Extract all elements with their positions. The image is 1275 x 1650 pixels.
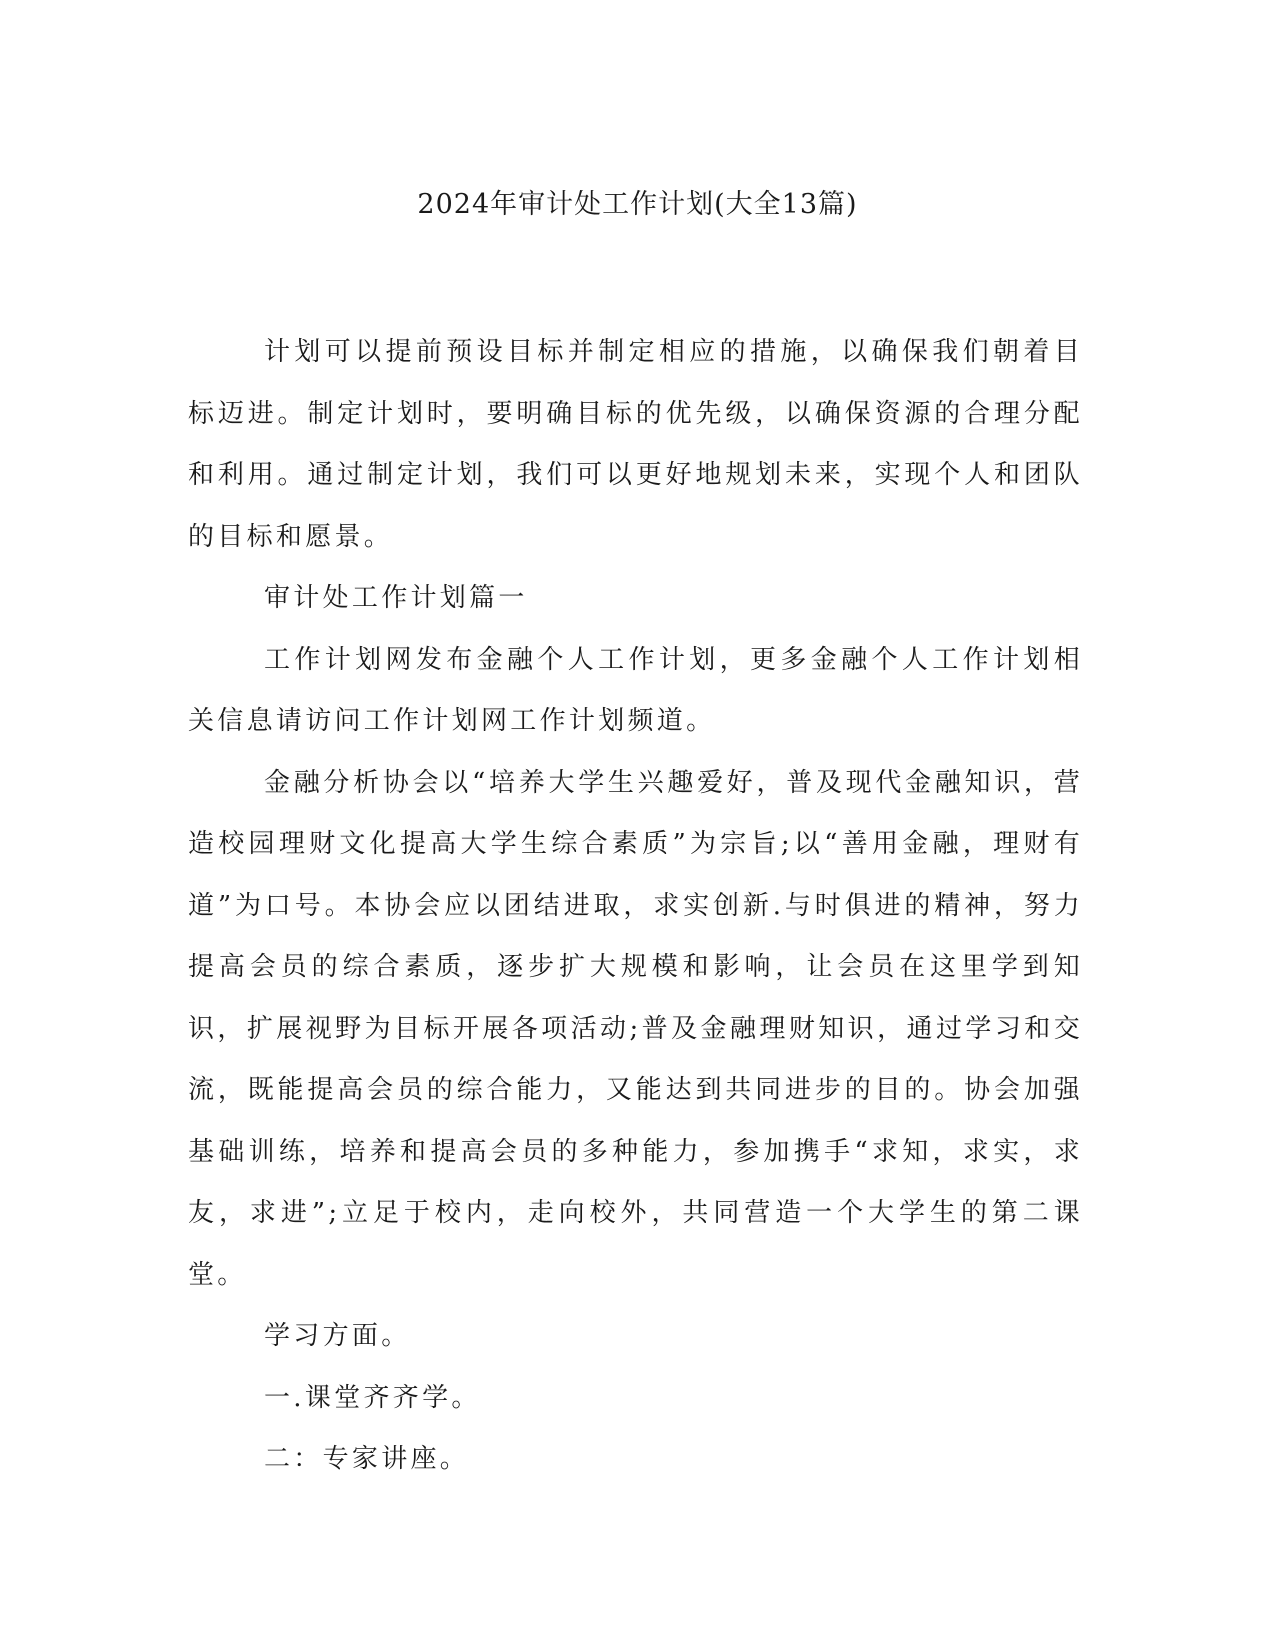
body-paragraph: 金融分析协会以“培养大学生兴趣爱好，普及现代金融知识，营造校园理财文化提高大学生综合素质”为宗旨;以“善用金融，理财有道”为口号。本协会应以团结进取，求实创新.与时俱进的精神，努力提高会员的综合素质，逐步扩大规模和影响，让会员在这里学到知识，扩展视野为目标开展各项活动;普及金融理财知识，通过学习和交流，既能提高会员的综合能力，又能达到共同进步的目的。协会加强基础训练，培养和提高会员的多种能力，参加携手“求知，求实，求友，求进”;立足于校内，走向校外，共同营造一个大学生的第二课堂。 bbox=[188, 767, 1083, 1290]
intro-paragraph: 计划可以提前预设目标并制定相应的措施，以确保我们朝着目标迈进。制定计划时，要明确目标的优先级，以确保资源的合理分配和利用。通过制定计划，我们可以更好地规划未来，实现个人和团队的目标和愿景。 bbox=[188, 337, 1083, 552]
subsection-heading: 学习方面。 bbox=[264, 1321, 411, 1351]
body-paragraph: 工作计划网发布金融个人工作计划，更多金融个人工作计划相关信息请访问工作计划网工作计划频道。 bbox=[188, 644, 1083, 736]
list-item: 一.课堂齐齐学。 bbox=[264, 1382, 481, 1413]
section-heading: 审计处工作计划篇一 bbox=[264, 583, 528, 613]
document-title: 2024年审计处工作计划(大全13篇) bbox=[417, 189, 858, 220]
document-body bbox=[188, 322, 1083, 1491]
list-item: 二：专家讲座。 bbox=[264, 1444, 470, 1474]
